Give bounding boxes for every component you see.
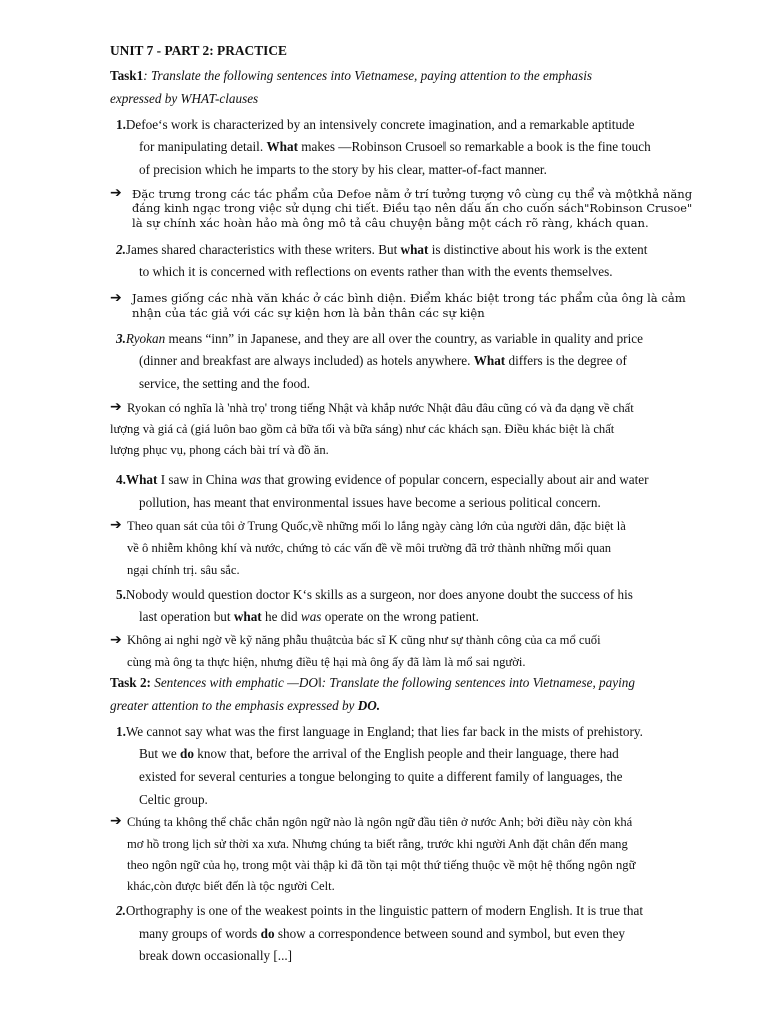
translation-6-line4: khác,còn được biết đến là tộc người Celt. (127, 879, 335, 893)
arrow-right-icon: ➔ (110, 813, 122, 829)
task2-item-1-line4: Celtic group. (139, 792, 208, 807)
task1-item-1-line3: of precision which he imparts to the story by his clear, matter-of-fact manner. (139, 162, 547, 177)
task2-item-2-line3: break down occasionally [...] (139, 948, 293, 963)
task1-item-2: 2.James shared characteristics with these writers. But what is distinctive about his work is the extent (116, 242, 648, 257)
translation-3-line3: lượng phục vụ, phong cách bài trí và đồ ăn. (110, 443, 329, 457)
arrow-right-icon: ➔ (110, 290, 122, 306)
translation-5-line1: Không ai nghi ngờ về kỹ năng phẫu thuậtcủa bác sĩ K cũng như sự thành công của ca mổ cuối (127, 633, 601, 647)
translation-3-line1: Ryokan có nghĩa là 'nhà trọ' trong tiếng Nhật và khắp nước Nhật đâu đâu cũng có và đa dạng về chất (127, 401, 634, 415)
translation-1-line1: Đặc trưng trong các tác phẩm của Defoe nằm ở trí tưởng tượng vô cùng cụ thể và mộtkhả năng (132, 187, 693, 201)
task2-item-2: 2.Orthography is one of the weakest points in the linguistic pattern of modern English. It is true that (116, 903, 644, 918)
translation-6-line1: Chúng ta không thể chắc chắn ngôn ngữ nào là ngôn ngữ đầu tiên ở nước Anh; bởi điều này còn khá (127, 815, 633, 829)
translation-5-line2: cùng mà ông ta thực hiện, nhưng điều tệ hại mà ông ấy đã làm là mổ sai người. (127, 655, 526, 669)
task1-item-3-line2: (dinner and breakfast are always included) as hotels anywhere. What differs is the degree of (139, 353, 627, 368)
arrow-right-icon: ➔ (110, 185, 122, 201)
task1-item-5-line2: last operation but what he did was operate on the wrong patient. (139, 609, 479, 624)
translation-6-line2: mơ hồ trong lịch sử thời xa xưa. Nhưng chúng ta biết rằng, trước khi người Anh đặt chân đến mang (127, 837, 628, 851)
task2-instruction-cont: greater attention to the emphasis expressed by DO. (110, 698, 381, 713)
translation-1-line3: là sự chính xác hoàn hảo mà ông mô tả câu chuyện bằng một cách rõ ràng, khách quan. (132, 216, 649, 230)
translation-4-line2: về ô nhiễm không khí và nước, chứng tỏ các vấn đề về môi trường đã trở thành những mối quan (127, 541, 612, 555)
translation-3-line2: lượng và giá cả (giá luôn bao gồm cả bữa tối và bữa sáng) như các khách sạn. Điều khác biệt là chất (110, 422, 615, 436)
task2-item-1-line2: But we do know that, before the arrival of the English people and their language, there had (139, 746, 619, 761)
task2-label: Task 2: (110, 675, 151, 690)
task2-item-1: 1.We cannot say what was the first language in England; that lies far back in the mists of prehistory. (116, 724, 643, 739)
translation-2-line1: James giống các nhà văn khác ở các bình diện. Điểm khác biệt trong tác phẩm của ông là cảm (132, 291, 686, 305)
task2-heading (110, 675, 635, 691)
task1-item-1: 1.Defoe‘s work is characterized by an intensively concrete imagination, and a remarkable aptitude (116, 117, 635, 132)
arrow-right-icon: ➔ (110, 632, 122, 648)
task1-instruction: Translate the following sentences into Vietnamese, paying attention to the emphasis (150, 68, 593, 83)
page-title: UNIT 7 - PART 2: PRACTICE (110, 43, 287, 58)
task1-heading: Task1: Translate the following sentences into Vietnamese, paying attention to the emphasis (110, 68, 593, 83)
arrow-right-icon: ➔ (110, 517, 122, 533)
task1-item-4: 4.What I saw in China was that growing evidence of popular concern, especially about air and water (116, 472, 649, 487)
task2-item-1-line3: existed for several centuries a tongue belonging to quite a different family of languages, the (139, 769, 623, 784)
task1-instruction-cont: expressed by WHAT-clauses (110, 91, 259, 106)
task1-item-2-line2: to which it is concerned with reflections on events rather than with the events themselves. (139, 264, 613, 279)
translation-2-line2: nhận của tác giả với các sự kiện hơn là bản thân các sự kiện (132, 306, 485, 320)
translation-4-line1: Theo quan sát của tôi ở Trung Quốc,về những mối lo lắng ngày càng lớn của người dân, đặc biệt là (127, 519, 626, 533)
task1-item-5: 5.Nobody would question doctor K‘s skills as a surgeon, nor does anyone doubt the success of his (116, 587, 633, 602)
arrow-right-icon: ➔ (110, 399, 122, 415)
task1-label: Task1 (110, 68, 144, 83)
task2-instruction: Sentences with emphatic —DO‖: Translate the following sentences into Vietnamese, paying (154, 675, 635, 690)
translation-6-line3: theo ngôn ngữ của họ, trong một vài thập kỉ đã tồn tại một thứ tiếng thuộc về một hệ thống ngôn ngữ (127, 858, 636, 872)
translation-4-line3: ngại chính trị. sâu sắc. (127, 563, 240, 577)
task1-item-3-line3: service, the setting and the food. (139, 376, 311, 391)
task1-item-1-line2: for manipulating detail. What makes —Robinson Crusoe‖ so remarkable a book is the fine touch (139, 139, 651, 154)
task1-item-3: 3.Ryokan means “inn” in Japanese, and they are all over the country, as variable in quality and price (116, 331, 643, 346)
task1-item-4-line2: pollution, has meant that environmental issues have become a serious political concern. (139, 495, 601, 510)
translation-1-line2: đáng kinh ngạc trong việc sử dụng chi tiết. Điều tạo nên dấu ấn cho cuốn sách"Robinson Crusoe" (132, 201, 693, 215)
task2-item-2-line2: many groups of words do show a correspondence between sound and symbol, but even they (139, 926, 626, 941)
